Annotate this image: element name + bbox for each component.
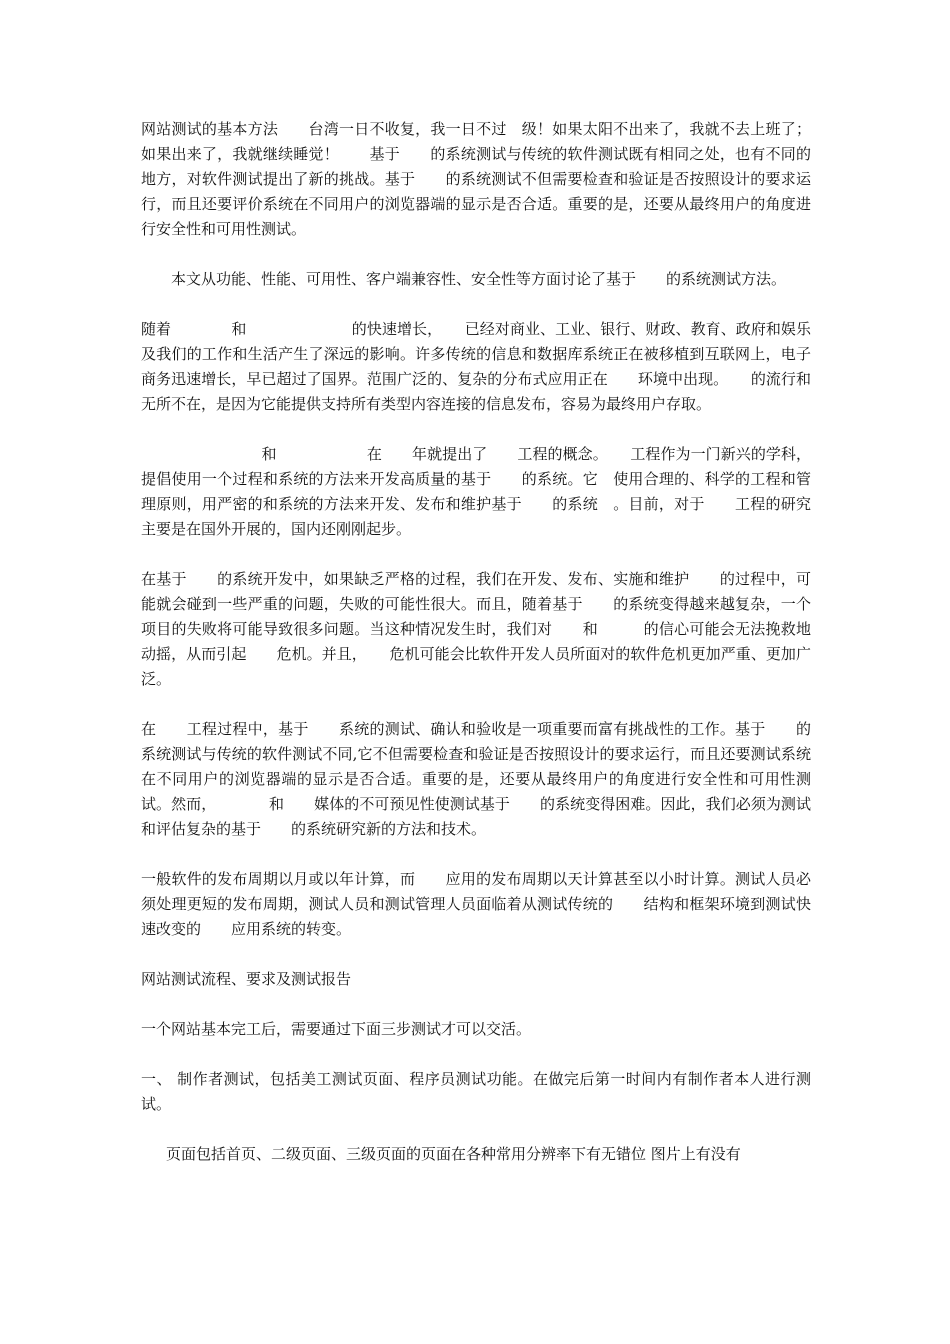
paragraph-engineering: 和 在 年就提出了 工程的概念。 工程作为一门新兴的学科，提倡使用一个过程和系统的方法来开发高质量的基于 的系统。它 使用合理的、科学的工程和管理原则，用严密的和系统的方法来开发、发布和维护基于 的系统 。目前，对于 工程的研究主要是在国外开展的，国内还刚刚起步。 xyxy=(141,445,811,538)
paragraph-page-check: 页面包括首页、二级页面、三级页面的页面在各种常用分辨率下有无错位 图片上有没有 xyxy=(166,1145,741,1163)
paragraph-testing: 在 工程过程中，基于 系统的测试、确认和验收是一项重要而富有挑战性的工作。基于 的系统测试与传统的软件测试不同,它不但需要检查和验证是否按照设计的要求运行，而且还要测试系统在不同用户的浏览器端的显示是否合适。重要的是，还要从最终用户的角度进行安全性和可用性测试。然而， 和 媒体的不可预见性使测试基于 的系统变得困难。因此，我们必须为测试和评估复杂的基于 的系统研究新的方法和技术。 xyxy=(141,720,811,838)
paragraph-three-steps: 一个网站基本完工后，需要通过下面三步测试才可以交活。 xyxy=(141,1020,532,1038)
paragraph-intro: 网站测试的基本方法 台湾一日不收复，我一日不过 级！如果太阳不出来了，我就不去上班了；如果出来了，我就继续睡觉！ 基于 的系统测试与传统的软件测试既有相同之处，也有不同的地方，对软件测试提出了新的挑战。基于 的系统测试不但需要检查和验证是否按照设计的要求运行，而且还要评价系统在不同用户的浏览器端的显示是否合适。重要的是，还要从最终用户的角度进行安全性和可用性测试。 xyxy=(141,120,811,238)
paragraph-background: 随着 和 的快速增长， 已经对商业、工业、银行、财政、教育、政府和娱乐及我们的工作和生活产生了深远的影响。许多传统的信息和数据库系统正在被移植到互联网上，电子商务迅速增长，早已超过了国界。范围广泛的、复杂的分布式应用正在 环境中出现。 的流行和无所不在，是因为它能提供支持所有类型内容连接的信息发布，容易为最终用户存取。 xyxy=(141,320,811,413)
paragraph-release-cycle: 一般软件的发布周期以月或以年计算，而 应用的发布周期以天计算甚至以小时计算。测试人员必须处理更短的发布周期，测试人员和测试管理人员面临着从测试传统的 结构和框架环境到测试快速改变的 应用系统的转变。 xyxy=(141,870,811,938)
section-heading: 网站测试流程、要求及测试报告 xyxy=(141,970,352,988)
paragraph-scope: 本文从功能、性能、可用性、客户端兼容性、安全性等方面讨论了基于 的系统测试方法。 xyxy=(171,270,787,288)
paragraph-step-one: 一、 制作者测试，包括美工测试页面、程序员测试功能。在做完后第一时间内有制作者本人进行测试。 xyxy=(141,1070,811,1113)
paragraph-crisis: 在基于 的系统开发中，如果缺乏严格的过程，我们在开发、发布、实施和维护 的过程中，可能就会碰到一些严重的问题，失败的可能性很大。而且，随着基于 的系统变得越来越复杂，一个项目的失败将可能导致很多问题。当这种情况发生时，我们对 和 的信心可能会无法挽救地动摇，从而引起 危机。并且， 危机可能会比软件开发人员所面对的软件危机更加严重、更加广泛。 xyxy=(141,570,811,688)
document-body xyxy=(141,117,811,1192)
